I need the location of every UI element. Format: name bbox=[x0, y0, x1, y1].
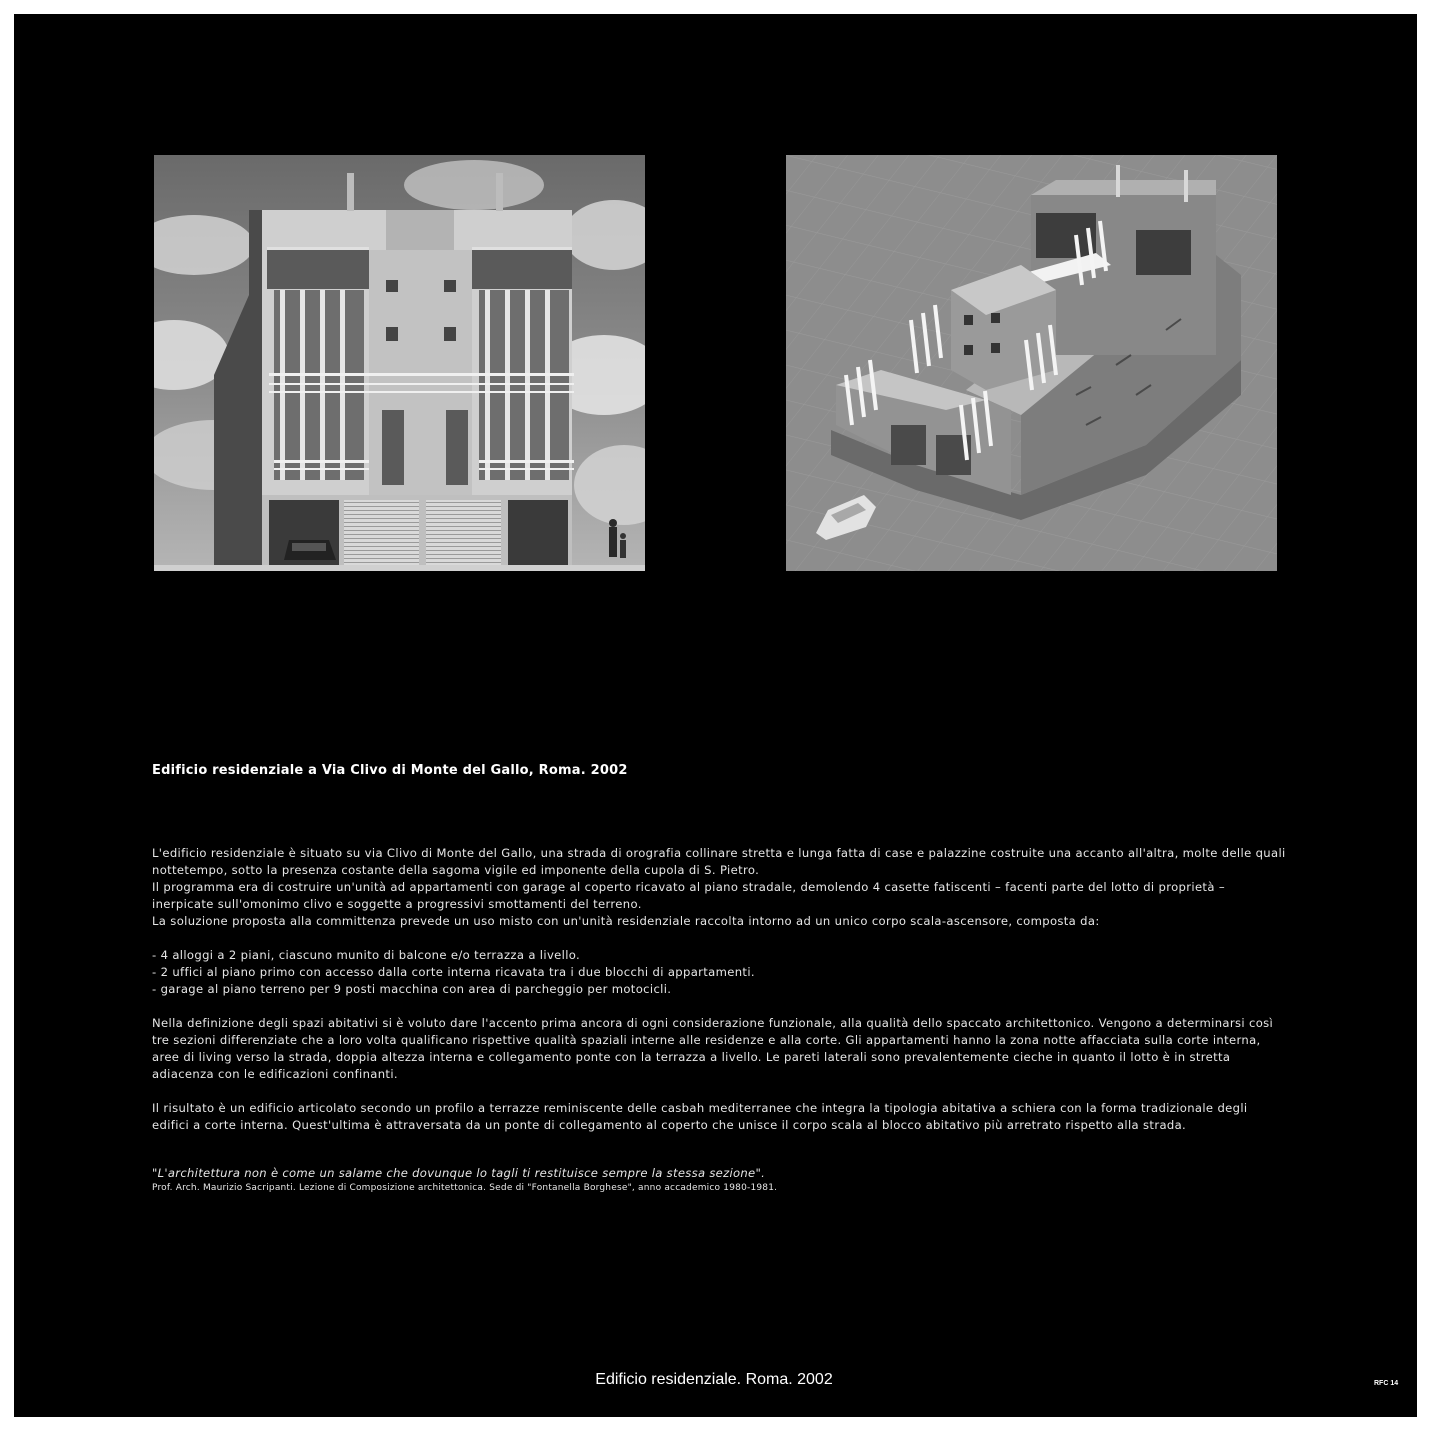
paragraph-gap bbox=[152, 930, 1287, 947]
paragraph-gap bbox=[152, 1083, 1287, 1100]
paragraph-gap bbox=[152, 998, 1287, 1015]
project-description bbox=[152, 845, 1287, 1134]
description-paragraph: L'edificio residenziale è situato su via Clivo di Monte del Gallo, una strada di orografia collinare stretta e lunga fatta di case e palazzine costruite una accanto all'altra, molte delle quali nottetempo, sotto la presenza costante della sagoma vigile ed imponente della cupola di S. Pietro. bbox=[152, 846, 1286, 877]
description-paragraph: Nella definizione degli spazi abitativi si è voluto dare l'accento prima ancora di ogni considerazione funzionale, alla qualità dello spaccato architettonico. Vengono a determinarsi così tre sezioni differenziate che a loro volta qualificano rispettive qualità spaziali interne alle residenze e alla corte. Gli appartamenti hanno la zona notte affacciata sulla corte interna, aree di living verso la strada, doppia altezza interna e collegamento ponte con la terrazza a livello. Le pareti laterali sono prevalentemente cieche in quanto il lotto è in stretta adiacenza con le edificazioni confinanti. bbox=[152, 1016, 1274, 1081]
presentation-sheet bbox=[14, 14, 1417, 1417]
footer-caption: Edificio residenziale. Roma. 2002 bbox=[595, 1371, 833, 1388]
description-paragraph: La soluzione proposta alla committenza prevede un uso misto con un'unità residenziale raccolta intorno ad un unico corpo scala-ascensore, composta da: bbox=[152, 914, 1100, 928]
axonometric-render bbox=[786, 155, 1277, 571]
description-paragraph: Il risultato è un edificio articolato secondo un profilo a terrazze reminiscente delle casbah mediterranee che integra la tipologia abitativa a schiera con la forma tradizionale degli edifici a corte interna. Quest'ultima è attraversata da un ponte di collegamento al coperto che unisce il corpo scala al blocco abitativo più arretrato rispetto alla strada. bbox=[152, 1101, 1248, 1132]
front-elevation-render bbox=[154, 155, 645, 571]
description-paragraph: Il programma era di costruire un'unità ad appartamenti con garage al coperto ricavato al piano stradale, demolendo 4 casette fatiscenti – facenti parte del lotto di proprietà – inerpicate sull'omonimo clivo e soggette a progressivi smottamenti del terreno. bbox=[152, 880, 1225, 911]
list-item: - 2 uffici al piano primo con accesso dalla corte interna ricavata tra i due blocchi di appartamenti. bbox=[152, 965, 755, 979]
quote-text: "L'architettura non è come un salame che dovunque lo tagli ti restituisce sempre la stessa sezione". bbox=[152, 1166, 766, 1180]
project-title: Edificio residenziale a Via Clivo di Monte del Gallo, Roma. 2002 bbox=[152, 763, 628, 778]
list-item: - garage al piano terreno per 9 posti macchina con area di parcheggio per motocicli. bbox=[152, 982, 672, 996]
page-code: RFC 14 bbox=[1374, 1380, 1399, 1387]
quote-citation: Prof. Arch. Maurizio Sacripanti. Lezione di Composizione architettonica. Sede di "Fontanella Borghese", anno accademico 1980-1981. bbox=[152, 1183, 778, 1193]
list-item: - 4 alloggi a 2 piani, ciascuno munito di balcone e/o terrazza a livello. bbox=[152, 948, 581, 962]
